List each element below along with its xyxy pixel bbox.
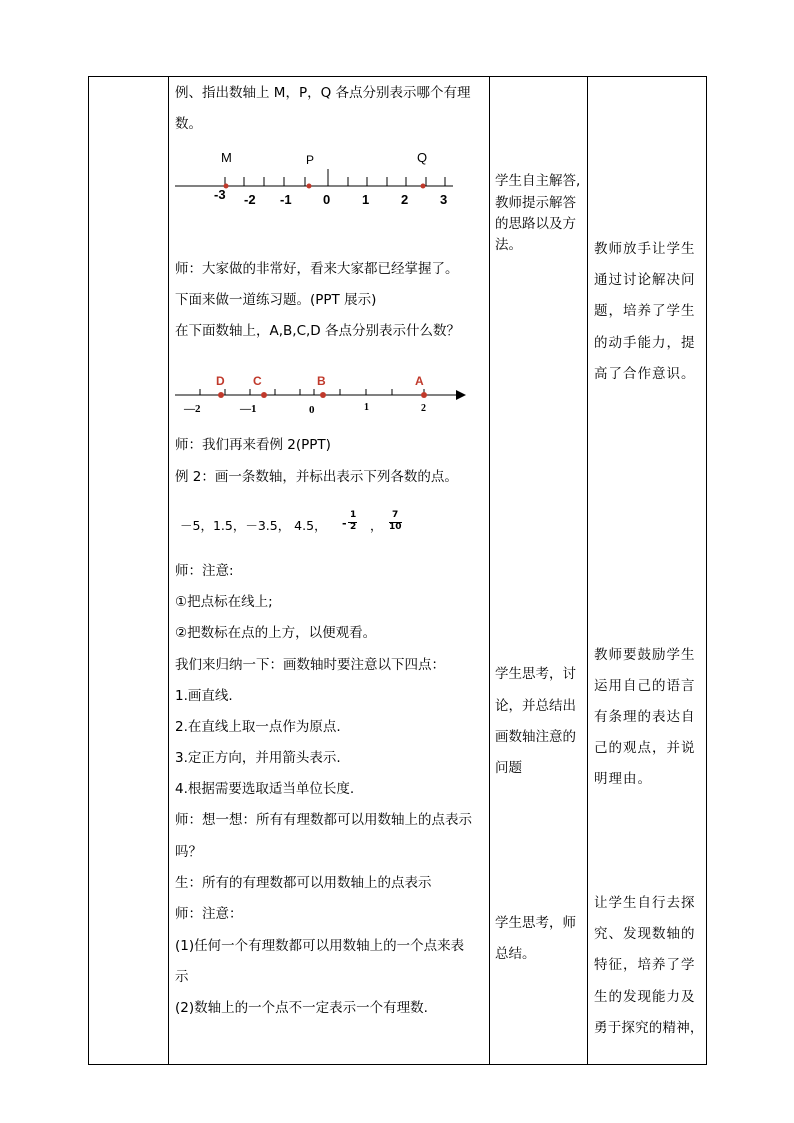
think-question-line1: 师：想一想：所有有理数都可以用数轴上的点表示 [175,812,472,828]
tick-label: —2 [184,403,201,415]
fraction-denominator: 2 [350,522,357,532]
design-intent-text: 通过讨论解决问 [594,272,696,288]
note-heading: 师：注意: [175,563,234,579]
arrow-head-icon [456,390,466,400]
point-label-p: P [306,153,315,167]
practice-question: 在下面数轴上，A,B,C,D 各点分别表示什么数？ [175,323,460,339]
tick-label: 0 [323,192,331,207]
design-intent-text: 勇于探究的精神， [594,1020,704,1036]
summary-item-3: 3.定正方向，并用箭头表示. [175,750,341,766]
design-intent-text: 的动手能力，提 [594,335,696,351]
note-heading-2: 师：注意： [175,906,243,922]
design-intent-text: 让学生自行去探 [594,895,696,911]
summary-item-1: 1.画直线. [175,688,233,704]
student-activity-text: 的思路以及方 [495,216,576,232]
tick-label: 2 [401,192,409,207]
point-p [307,184,312,189]
point-q [421,184,426,189]
column-divider [489,77,490,1064]
note-item-1: ①把点标在线上; [175,594,273,610]
summary-intro: 我们来归纳一下：画数轴时要注意以下四点： [175,657,445,673]
column-divider [168,77,169,1064]
design-intent-text: 特征，培养了学 [594,957,696,973]
tick-label: -3 [214,187,226,202]
tick-label: 2 [421,403,426,414]
design-intent-text: 教师要鼓励学生 [594,647,696,663]
think-question-line2: 吗？ [175,844,202,860]
numbers-separator: ， [370,518,383,533]
tick-label: -1 [280,192,292,207]
summary-item-2: 2.在直线上取一点作为原点. [175,719,341,735]
example-2-question: 例 2：画一条数轴，并标出表示下列各数的点。 [175,469,458,485]
tick-label: -2 [244,192,256,207]
point-d [218,392,224,398]
summary-item-4: 4.根据需要选取适当单位长度. [175,781,355,797]
tick-label: 3 [440,192,448,207]
student-activity-text: 学生思考，讨 [495,666,576,682]
number-line-1 [170,145,460,210]
design-intent-text: 明理由。 [594,771,652,787]
column-divider [587,77,588,1064]
design-intent-text: 题，培养了学生 [594,303,696,319]
tick-label: 0 [309,404,315,416]
teacher-comment: 师：大家做的非常好，看来大家都已经掌握了。 [175,261,459,277]
point-c [261,392,267,398]
student-activity-text: 法。 [495,237,522,253]
numbers-prefix: －5，1.5，－3.5， 4.5， [180,518,327,533]
tick-label: —1 [240,403,257,415]
fraction-denominator: 10 [389,522,402,532]
design-intent-text: 教师放手让学生 [594,241,696,257]
point-label-q: Q [417,150,428,165]
student-activity-text: 问题 [495,760,522,776]
student-activity-text: 总结。 [495,946,536,962]
student-activity-text: 学生思考，师 [495,915,576,931]
example-1-question-line2: 数。 [175,116,202,132]
fraction-numerator: 1 [350,510,357,520]
example-2-intro: 师：我们再来看例 2(PPT) [175,437,331,453]
design-intent-text: 运用自己的语言 [594,678,696,694]
note-2-item-1-line1: (1)任何一个有理数都可以用数轴上的一个点来表 [175,938,465,954]
design-intent-text: 究、发现数轴的 [594,926,696,942]
practice-intro: 下面来做一道练习题。(PPT 展示) [175,292,377,308]
student-activity-text: 论，并总结出 [495,698,576,714]
point-b [320,392,326,398]
student-answer: 生：所有的有理数都可以用数轴上的点表示 [175,875,432,891]
note-2-item-1-line2: 示 [175,969,189,985]
point-label-d: D [216,374,225,388]
point-label-c: C [253,374,262,388]
design-intent-text: 己的观点，并说 [594,740,696,756]
number-line-2 [170,368,470,418]
design-intent-text: 有条理的表达自 [594,709,696,725]
point-label-a: A [415,374,424,388]
design-intent-text: 高了合作意识。 [594,366,696,382]
note-item-2: ②把数标在点的上方，以便观看。 [175,625,377,641]
student-activity-text: 教师提示解答 [495,195,576,211]
example-1-question-line1: 例、指出数轴上 M，P，Q 各点分别表示哪个有理 [175,85,471,101]
design-intent-text: 生的发现能力及 [594,989,696,1005]
note-2-item-2: (2)数轴上的一个点不一定表示一个有理数. [175,1000,428,1016]
tick-label: 1 [362,192,370,207]
point-a [421,392,427,398]
student-activity-text: 画数轴注意的 [495,729,576,745]
fraction-sign: - [342,517,347,530]
point-label-m: M [221,150,232,165]
tick-label: 1 [364,402,369,413]
student-activity-text: 学生自主解答, [495,173,581,189]
fraction-numerator: 7 [392,510,399,520]
point-label-b: B [317,374,326,388]
